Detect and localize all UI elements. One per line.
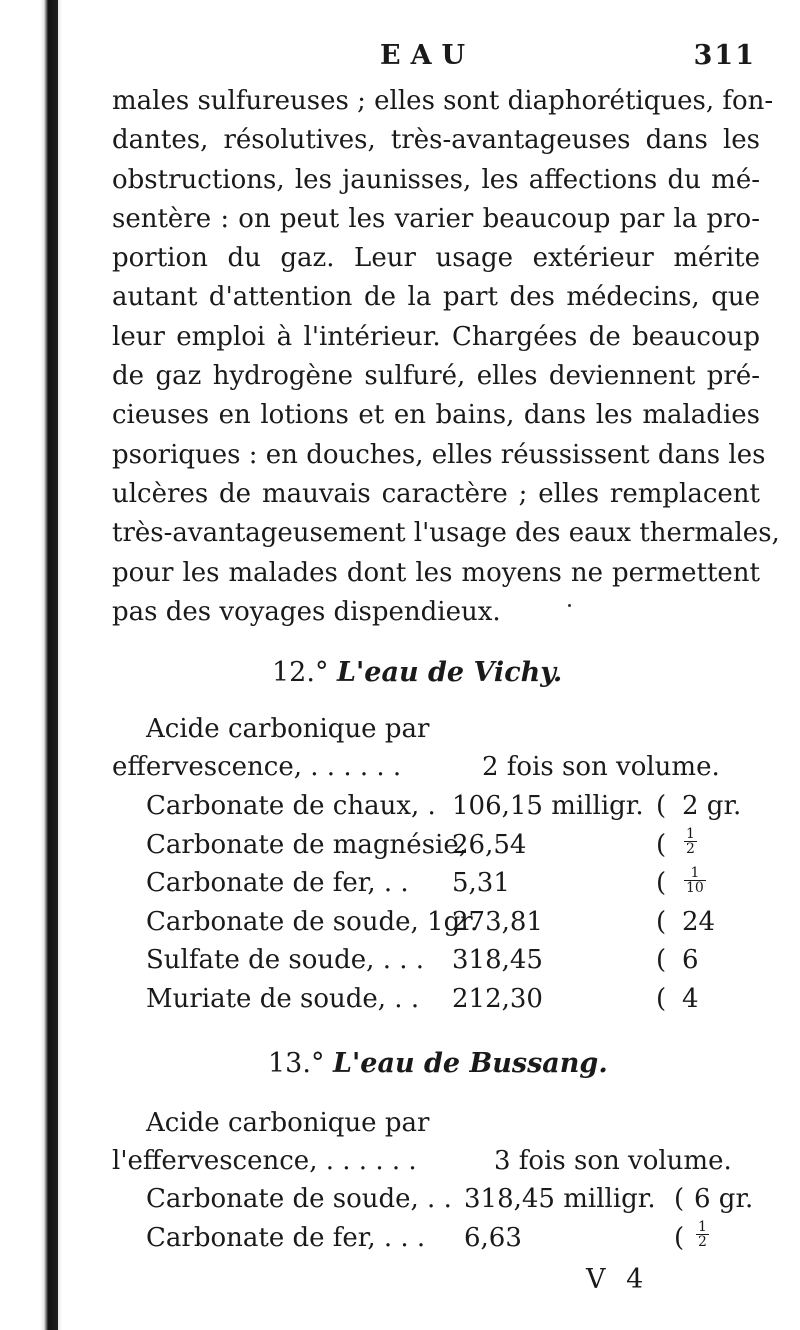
- compound-name: Carbonate de soude, . .: [146, 1184, 452, 1214]
- paragraph-line: ulcères de mauvais caractère ; elles remplacent: [112, 478, 760, 509]
- paragraph-line: cieuses en lotions et en bains, dans les maladies: [112, 400, 760, 431]
- paragraph-line: de gaz hydrogène sulfuré, elles deviennent pré-: [112, 361, 760, 392]
- section-heading-vichy: [272, 657, 562, 688]
- milligram-value: 6,63: [464, 1222, 522, 1253]
- ratio-value: 24: [682, 906, 716, 937]
- paren-mark: (: [656, 906, 667, 937]
- fraction-denominator: 10: [686, 879, 704, 896]
- paragraph-line: obstructions, les jaunisses, les affections du mé-: [112, 164, 760, 195]
- milligram-value: 318,45: [452, 945, 543, 975]
- paragraph-line: males sulfureuses ; elles sont diaphorétiques, fon-: [112, 86, 774, 116]
- paragraph-line: sentère : on peut les varier beaucoup par la pro-: [112, 203, 760, 234]
- fraction-numerator: 1: [698, 1219, 707, 1235]
- compound-name: Carbonate de fer, . .: [146, 868, 409, 898]
- ratio-value: 4: [682, 983, 699, 1014]
- intro-line-2: effervescence, . . . . . .: [112, 752, 402, 782]
- compound-name: Carbonate de chaux, .: [146, 791, 436, 821]
- paragraph: [112, 82, 780, 632]
- ratio-value: 2 gr.: [682, 791, 742, 821]
- paren-mark: (: [656, 983, 667, 1014]
- paren-mark: (: [656, 791, 667, 821]
- milligram-value: 273,81: [452, 906, 543, 937]
- paren-mark: (: [674, 1184, 685, 1214]
- intro-line-2: l'effervescence, . . . . . .: [112, 1146, 417, 1176]
- fraction-numerator: 1: [686, 826, 695, 842]
- paragraph-line: pas des voyages dispendieux.: [112, 596, 501, 627]
- paren-mark: (: [656, 945, 667, 975]
- ratio-value: 6 gr.: [694, 1184, 754, 1214]
- paren-mark: (: [674, 1222, 685, 1253]
- section-heading-bussang: [268, 1048, 608, 1079]
- section-number: 12.°: [272, 657, 329, 688]
- fraction-denominator: 2: [698, 1234, 707, 1250]
- section-title: L'eau de Bussang.: [333, 1048, 608, 1079]
- paragraph-line: très-avantageusement l'usage des eaux thermales,: [112, 518, 780, 549]
- compound-name: Muriate de soude, . .: [146, 983, 420, 1014]
- spine-gradient: [48, 0, 62, 1330]
- fraction-numerator: 1: [684, 866, 706, 881]
- ink-speck: [568, 604, 571, 607]
- milligram-value: 5,31: [452, 868, 510, 898]
- milligram-value: 318,45 milligr.: [464, 1184, 656, 1214]
- paragraph-line: autant d'attention de la part des médecins, que: [112, 282, 760, 313]
- intro-value: 2 fois son volume.: [482, 752, 720, 782]
- paragraph-line: leur emploi à l'intérieur. Chargées de beaucoup: [112, 321, 760, 352]
- compound-name: Carbonate de fer, . . .: [146, 1222, 426, 1253]
- milligram-value: 26,54: [452, 829, 527, 860]
- intro-line-1: Acide carbonique par: [146, 714, 430, 744]
- running-title: EAU: [380, 40, 476, 71]
- compound-name: Sulfate de soude, . . .: [146, 945, 425, 975]
- paragraph-line: portion du gaz. Leur usage extérieur mérite: [112, 243, 760, 274]
- section-title: L'eau de Vichy.: [337, 657, 563, 688]
- compound-name: Carbonate de soude, 1gr.: [146, 906, 479, 937]
- paragraph-line: dantes, résolutives, très-avantageuses dans les: [112, 125, 760, 156]
- paragraph-line: pour les malades dont les moyens ne permettent: [112, 557, 760, 588]
- intro-value: 3 fois son volume.: [494, 1146, 732, 1176]
- compound-name: Carbonate de magnésie,: [146, 829, 468, 860]
- signature-mark: V 4: [586, 1264, 650, 1295]
- page-header: [110, 40, 760, 80]
- paragraph-line: psoriques : en douches, elles réussissent dans les: [112, 439, 766, 470]
- fraction-value: [692, 1219, 709, 1250]
- fraction-denominator: 2: [686, 841, 695, 857]
- paren-mark: (: [656, 868, 667, 898]
- page-number: 311: [693, 40, 756, 71]
- section-number: 13.°: [268, 1048, 325, 1079]
- paren-mark: (: [656, 829, 667, 860]
- ratio-value: 6: [682, 945, 699, 975]
- milligram-value: 212,30: [452, 983, 543, 1014]
- fraction-value: [680, 826, 697, 857]
- fraction-value: [680, 864, 706, 895]
- intro-line-1: Acide carbonique par: [146, 1108, 430, 1138]
- milligram-value: 106,15 milligr.: [452, 791, 644, 821]
